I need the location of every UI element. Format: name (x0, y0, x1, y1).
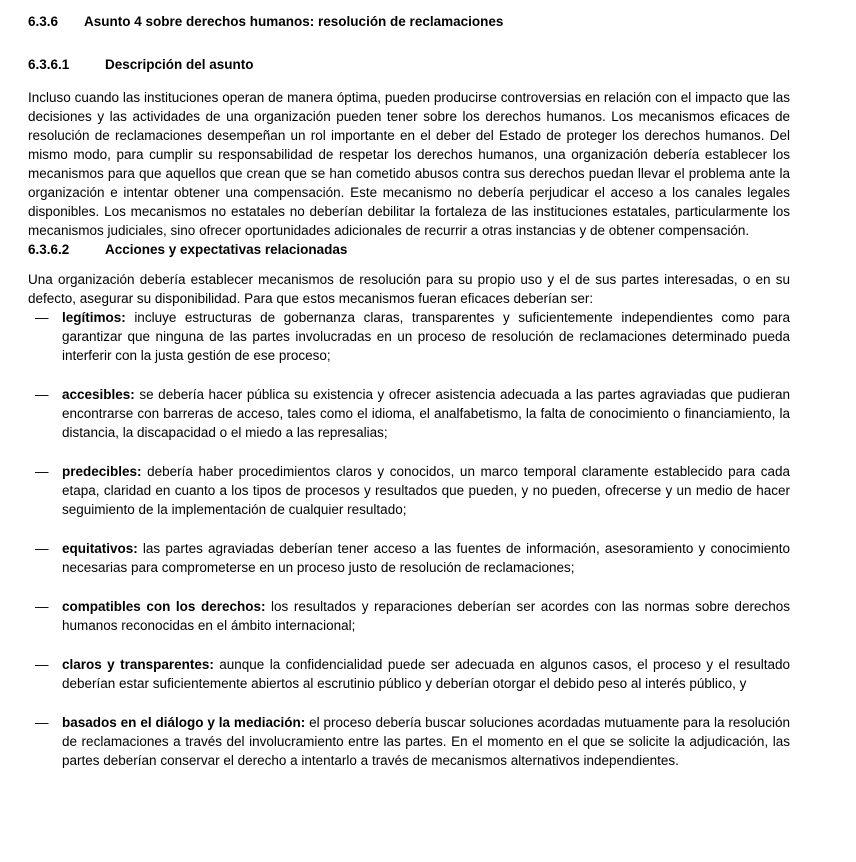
list-item (28, 385, 790, 442)
list-item-term: equitativos: (62, 541, 138, 556)
list-item-text: aunque la confidencialidad puede ser adecuada en algunos casos, el proceso y el resultado deberían estar suficientemente abiertos al escrutinio público y deberían otorgar el debido peso al interés público, y (62, 657, 790, 691)
dash-bullet: — (35, 464, 49, 479)
list-item-text: el proceso debería buscar soluciones acordadas mutuamente para la resolución de reclamaciones a través del involucramiento entre las partes. En el momento en el que se solicite la adjudicación, las partes deberían conservar el derecho a intentarlo a través de mecanismos alternativos independientes. (62, 715, 790, 768)
list-item (28, 655, 790, 693)
dash-bullet: — (35, 599, 49, 614)
requirements-list (28, 308, 790, 770)
list-item-term: accesibles: (62, 387, 135, 402)
dash-bullet: — (35, 310, 49, 325)
list-item-text: los resultados y reparaciones deberían ser acordes con las normas sobre derechos humanos reconocidas en el ámbito internacional; (62, 599, 790, 633)
list-item-term: predecibles: (62, 464, 142, 479)
list-item-term: legítimos: (62, 310, 126, 325)
subsection-title: Acciones y expectativas relacionadas (105, 242, 348, 257)
list-item (28, 597, 790, 635)
section-title: Asunto 4 sobre derechos humanos: resolución de reclamaciones (84, 14, 504, 29)
subsection-number: 6.3.6.2 (28, 242, 70, 257)
list-item-text: las partes agraviadas deberían tener acceso a las fuentes de información, asesoramiento y conocimiento necesarias para comprometerse en un proceso justo de resolución de reclamaciones; (62, 541, 790, 575)
list-item-term: compatibles con los derechos: (62, 599, 266, 614)
list-item (28, 539, 790, 577)
dash-bullet: — (35, 387, 49, 402)
list-item-term: claros y transparentes: (62, 657, 214, 672)
section-number: 6.3.6 (28, 14, 59, 29)
section-heading-main (28, 12, 790, 31)
list-item-text: debería haber procedimientos claros y conocidos, un marco temporal claramente establecido para cada etapa, claridad en cuanto a los tipos de procesos y resultados que pueden, y no pueden, ofrecerse y un medio de hacer seguimiento de la implementación de cualquier resultado; (62, 464, 790, 517)
list-item-term: basados en el diálogo y la mediación: (62, 715, 306, 730)
subsection-title: Descripción del asunto (105, 57, 254, 72)
subsection-number: 6.3.6.1 (28, 57, 70, 72)
description-paragraph: Incluso cuando las instituciones operan de manera óptima, pueden producirse controversias en relación con el impacto que las decisiones y las actividades de una organización pueden tener sobre los derechos humanos. Los mecanismos eficaces de resolución de reclamaciones desempeñan un rol importante en el deber del Estado de proteger los derechos humanos. Del mismo modo, para cumplir su responsabilidad de respetar los derechos humanos, una organización debería establecer los mecanismos para que aquellos que crean que se han cometido abusos contra sus derechos puedan llevar el problema ante la organización e intentar obtener una compensación. Este mecanismo no debería perjudicar el acceso a los canales legales disponibles. Los mecanismos no estatales no deberían debilitar la fortaleza de las instituciones estatales, particularmente los mecanismos judiciales, sino ofrecer oportunidades adicionales de recurrir a otras instancias y de obtener compensación. (28, 90, 790, 238)
dash-bullet: — (35, 657, 49, 672)
subsection-heading-description (28, 55, 790, 74)
subsection-heading-actions (28, 240, 790, 259)
list-item (28, 462, 790, 519)
list-item (28, 308, 790, 365)
actions-intro-paragraph: Una organización debería establecer mecanismos de resolución para su propio uso y el de sus partes interesadas, o en su defecto, asegurar su disponibilidad. Para que estos mecanismos fueran eficaces deberían ser: (28, 272, 790, 306)
dash-bullet: — (35, 541, 49, 556)
list-item (28, 713, 790, 770)
list-item-text: se debería hacer pública su existencia y ofrecer asistencia adecuada a las partes agraviadas que pudieran encontrarse con barreras de acceso, tales como el idioma, el analfabetismo, la falta de conocimiento o financiamiento, la distancia, la discapacidad o el miedo a las represalias; (62, 387, 790, 440)
list-item-text: incluye estructuras de gobernanza claras, transparentes y suficientemente independientes como para garantizar que ninguna de las partes involucradas en un proceso de resolución de reclamaciones determinado pueda interferir con la justa gestión de ese proceso; (62, 310, 790, 363)
dash-bullet: — (35, 715, 49, 730)
